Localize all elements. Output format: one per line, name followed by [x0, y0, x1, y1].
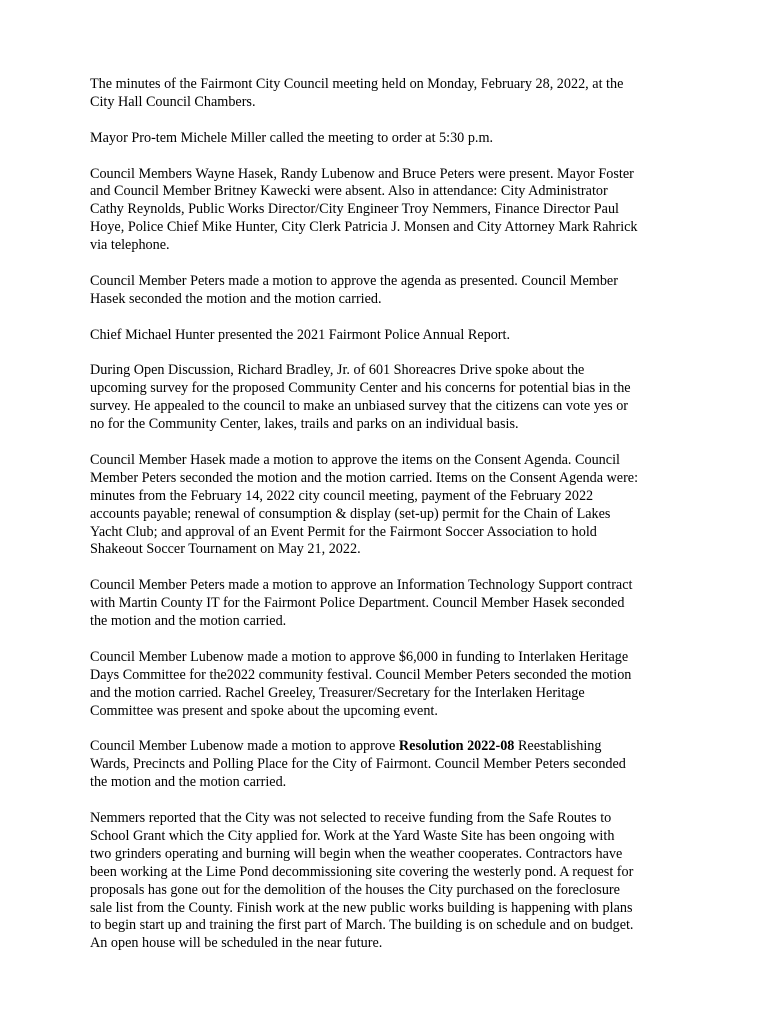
resolution-number: Resolution 2022-08 [398, 738, 515, 755]
meeting-intro-paragraph: The minutes of the Fairmont City Council meeting held on Monday, February 28, 2022, at the City Hall Council Chambers. [90, 76, 624, 110]
open-discussion-paragraph: During Open Discussion, Richard Bradley, Jr. of 601 Shoreacres Drive spoke about the upcoming survey for the proposed Community Center and his concerns for potential bias in the survey. He appealed to the council to make an unbiased survey that the citizens can vote yes or no for the Community Center, lakes, trails and parks on an individual basis. [90, 362, 631, 433]
resolution-paragraph [90, 738, 690, 792]
attendance-paragraph: Council Members Wayne Hasek, Randy Lubenow and Bruce Peters were present. Mayor Foster and Council Member Britney Kawecki were absent. Also in attendance: City Administrator Cathy Reynolds, Public Works Director/City Engineer Troy Nemmers, Finance Director Paul Hoye, Police Chief Mike Hunter, City Clerk Patricia J. Monsen and City Attorney Mark Rahrick via telephone. [90, 165, 638, 254]
heritage-funding-paragraph: Council Member Lubenow made a motion to approve $6,000 in funding to Interlaken Heritage Days Committee for the2022 community festival. Council Member Peters seconded the motion and the motion carried. Rachel Greeley, Treasurer/Secretary for the Interlaken Heritage Committee was present and spoke about the upcoming event. [90, 648, 632, 719]
resolution-text-before: Council Member Lubenow made a motion to approve [90, 738, 399, 755]
consent-agenda-paragraph: Council Member Hasek made a motion to approve the items on the Consent Agenda. Council Member Peters seconded the motion and the motion carried. Items on the Consent Agenda were: minutes from the February 14, 2022 city council meeting, payment of the February 2022 accounts payable; renewal of consumption & display (set-up) permit for the Chain of Lakes Yacht Club; and approval of an Event Permit for the Fairmont Soccer Association to hold Shakeout Soccer Tournament on May 21, 2022. [90, 451, 639, 558]
agenda-motion-paragraph: Council Member Peters made a motion to approve the agenda as presented. Council Member Hasek seconded the motion and the motion carried. [90, 272, 618, 307]
police-report-paragraph: Chief Michael Hunter presented the 2021 Fairmont Police Annual Report. [90, 326, 511, 343]
minutes-document [90, 76, 690, 971]
it-contract-paragraph: Council Member Peters made a motion to approve an Information Technology Support contract with Martin County IT for the Fairmont Police Department. Council Member Hasek seconded the motion and the motion carried. [90, 577, 633, 630]
resolution-text-after: Reestablishing Wards, Precincts and Polling Place for the City of Fairmont. Council Member Peters seconded the motion and the motion carried. [90, 738, 626, 791]
public-works-report-paragraph: Nemmers reported that the City was not selected to receive funding from the Safe Routes to School Grant which the City applied for. Work at the Yard Waste Site has been ongoing with two grinders operating and burning will begin when the weather cooperates. Contractors have been working at the Lime Pond decommissioning site covering the westerly pond. A request for proposals has gone out for the demolition of the houses the City purchased on the foreclosure sale list from the County. Finish work at the new public works building is happening with plans to begin start up and training the first part of March. The building is on schedule and on budget. An open house will be scheduled in the near future. [90, 810, 634, 952]
call-to-order-paragraph: Mayor Pro-tem Michele Miller called the meeting to order at 5:30 p.m. [90, 129, 494, 146]
